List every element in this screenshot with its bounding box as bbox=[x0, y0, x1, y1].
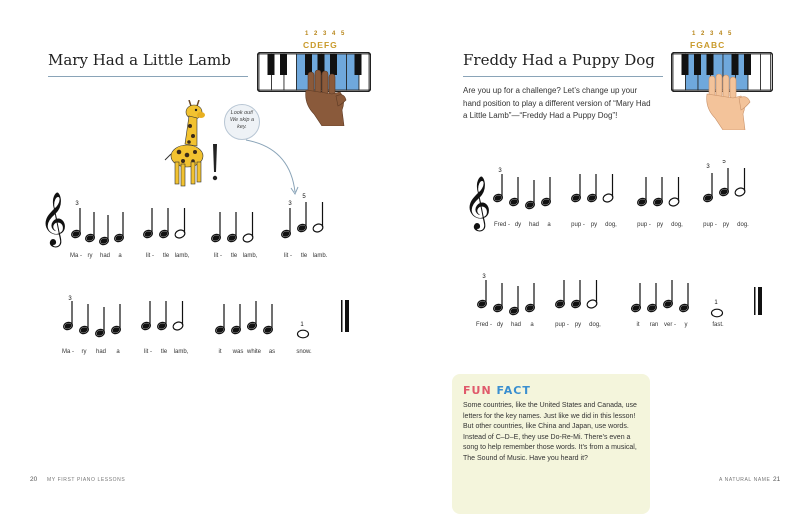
fun-fact-title-a: FUN bbox=[463, 384, 492, 397]
page-title: Freddy Had a Puppy Dog bbox=[463, 51, 655, 69]
lyric: pup - bbox=[637, 222, 651, 228]
lyric: ran bbox=[649, 322, 659, 328]
lyric: a bbox=[530, 322, 534, 328]
lyric: it bbox=[636, 322, 640, 328]
lyric: Fred - bbox=[493, 222, 511, 228]
fun-fact-box bbox=[452, 374, 650, 514]
lyric: py bbox=[574, 322, 582, 328]
lyric: py bbox=[722, 222, 730, 228]
lyric: tle bbox=[300, 253, 308, 259]
lyric: had bbox=[510, 322, 522, 328]
lyric: dog, bbox=[605, 222, 617, 228]
fingering: 1 bbox=[300, 322, 304, 328]
lyric: lamb, bbox=[242, 253, 258, 259]
lyric: a bbox=[118, 253, 122, 259]
fingering: 3 bbox=[498, 168, 502, 174]
lyric: lit - bbox=[144, 349, 152, 355]
lyric: ver - bbox=[664, 322, 676, 328]
lyric: y bbox=[684, 322, 688, 328]
music-row-2 bbox=[460, 262, 780, 334]
intro-paragraph: Are you up for a challenge? Let’s change up your hand position to play a different version of “Mary Had a Little Lamb”—“Freddy Had a Puppy Dog”! bbox=[463, 86, 651, 120]
fingering: 5 bbox=[722, 160, 726, 165]
giraffe-icon bbox=[163, 100, 225, 190]
lyric: pup - bbox=[571, 222, 585, 228]
lyric: tle bbox=[162, 253, 170, 259]
lyric: lit - bbox=[146, 253, 154, 259]
finger-numbers: 1 2 3 4 5 bbox=[305, 31, 347, 37]
treble-clef-icon: 𝄞 bbox=[40, 191, 68, 245]
fingering: 3 bbox=[706, 164, 710, 170]
lyric: lit - bbox=[214, 253, 222, 259]
lyric: a bbox=[547, 222, 551, 228]
fingering: 5 bbox=[302, 194, 306, 200]
lyric: tle bbox=[230, 253, 238, 259]
fun-fact-title-b: FACT bbox=[496, 384, 531, 397]
fun-fact-text: Some countries, like the United States and Canada, use letters for the key names. Just like we did in this lesson! But other countries, like China and Japan, use words. Instead of C–D–E, they use Do-Re-Mi. There’s even a song to help remember those words. It’s from a musical, The Sound of Music. Have you heard it? bbox=[463, 402, 637, 462]
lyric: Fred - bbox=[475, 322, 493, 328]
music-row-1 bbox=[30, 186, 370, 268]
fingering: 1 bbox=[714, 300, 718, 306]
title-rule bbox=[463, 76, 663, 77]
lyric: had bbox=[95, 349, 107, 355]
lyric: lamb, bbox=[174, 253, 190, 259]
lyric: as bbox=[268, 349, 276, 355]
lyric: dy bbox=[496, 322, 504, 328]
lyric: had bbox=[99, 253, 111, 259]
title-rule bbox=[48, 76, 248, 77]
speech-bubble: Look out! We skip a key. bbox=[224, 104, 260, 140]
running-footer: A NATURAL NAME bbox=[719, 477, 771, 483]
treble-clef-icon: 𝄞 bbox=[464, 175, 492, 229]
lyric: fast. bbox=[712, 322, 724, 328]
running-footer: MY FIRST PIANO LESSONS bbox=[47, 477, 126, 483]
fingering: 3 bbox=[288, 201, 292, 207]
page-title: Mary Had a Little Lamb bbox=[48, 51, 231, 69]
lyric: Ma - bbox=[70, 253, 82, 259]
left-page bbox=[0, 0, 405, 511]
lyric: dog. bbox=[737, 222, 749, 228]
lyric: ry bbox=[87, 253, 93, 259]
lyric: Ma - bbox=[62, 349, 74, 355]
lyric: py bbox=[656, 222, 664, 228]
page-number: 21 bbox=[773, 476, 781, 483]
lyric: dog, bbox=[671, 222, 683, 228]
fingering: 3 bbox=[482, 274, 486, 280]
fingering: 3 bbox=[75, 201, 79, 207]
lyric: was bbox=[232, 349, 244, 355]
fingering: 3 bbox=[68, 296, 72, 302]
lyric: pup - bbox=[555, 322, 569, 328]
music-row-1 bbox=[460, 160, 780, 238]
lyric: a bbox=[116, 349, 120, 355]
lyric: tle bbox=[160, 349, 168, 355]
hand-icon bbox=[703, 74, 753, 130]
lyric: ry bbox=[81, 349, 87, 355]
lyric: lamb, bbox=[173, 349, 189, 355]
lyric: py bbox=[590, 222, 598, 228]
lyric: dy bbox=[514, 222, 522, 228]
page-number: 20 bbox=[30, 476, 38, 483]
music-row-2 bbox=[30, 288, 370, 360]
note-letters: FGABC bbox=[690, 40, 726, 50]
lyric: dog, bbox=[589, 322, 601, 328]
lyric: snow. bbox=[296, 349, 312, 355]
note-letters: CDEFG bbox=[303, 40, 338, 50]
lyric: lit - bbox=[284, 253, 292, 259]
lyric: had bbox=[528, 222, 540, 228]
hand-icon bbox=[302, 70, 348, 126]
finger-numbers: 1 2 3 4 5 bbox=[692, 31, 734, 37]
lyric: it bbox=[218, 349, 222, 355]
lyric: pup - bbox=[703, 222, 717, 228]
lyric: white bbox=[246, 349, 262, 355]
lyric: lamb. bbox=[312, 253, 328, 259]
fun-fact-title bbox=[463, 384, 531, 397]
